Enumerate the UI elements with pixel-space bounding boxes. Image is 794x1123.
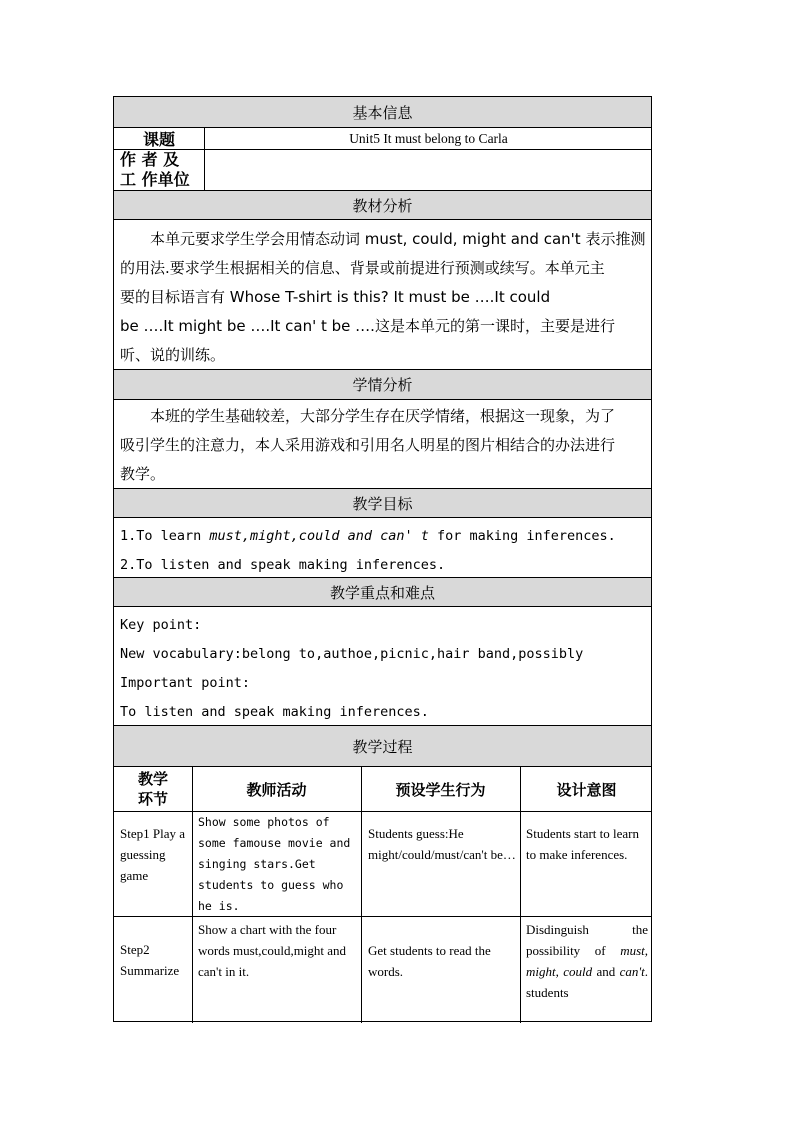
objective-1-prefix: 1.To learn bbox=[120, 528, 210, 544]
section-title-objectives: 教学目标 bbox=[352, 494, 413, 513]
header-intent bbox=[520, 767, 653, 811]
objective-2: 2.To listen and speak making inferences. bbox=[120, 557, 446, 573]
section-title-key-points: 教学重点和难点 bbox=[329, 583, 435, 602]
learner-line: 教学。 bbox=[120, 465, 166, 483]
objective-1 bbox=[120, 522, 648, 551]
lesson-plan-table bbox=[113, 96, 652, 1022]
learner-line: 本班的学生基础较差，大部分学生存在厌学情绪，根据这一现象，为了 bbox=[150, 407, 616, 425]
table-row-2-student bbox=[368, 940, 516, 1000]
row-divider bbox=[114, 811, 651, 812]
material-line: 要的目标语言有 Whose T-shirt is this? It must be ….It could bbox=[120, 288, 551, 306]
header-stage-line1: 教学 bbox=[137, 770, 168, 788]
intent-and: and bbox=[592, 964, 620, 979]
intent-modal-cant: can't bbox=[619, 964, 645, 979]
intent-text: Disdinguish the possibility of bbox=[526, 922, 648, 958]
topic-label: 课题 bbox=[142, 130, 175, 149]
section-title-material: 教材分析 bbox=[352, 196, 413, 215]
topic-value-cell bbox=[204, 128, 653, 149]
header-student bbox=[361, 767, 520, 811]
section-header-key-points bbox=[114, 578, 651, 607]
student-text: Get students to read the words. bbox=[368, 943, 491, 979]
column-divider bbox=[361, 767, 362, 1023]
key-points-text bbox=[120, 611, 648, 727]
header-stage bbox=[114, 767, 192, 811]
column-divider bbox=[520, 767, 521, 1023]
table-row-1-stage bbox=[120, 823, 188, 913]
intent-suffix: . students bbox=[526, 964, 648, 1000]
author-value-cell bbox=[204, 150, 653, 190]
material-line: 听、说的训练。 bbox=[120, 346, 226, 364]
table-row-1-teacher bbox=[198, 812, 358, 916]
stage-text: Step2 Summarize bbox=[120, 942, 180, 978]
learner-line: 吸引学生的注意力，本人采用游戏和引用名人明星的图片相结合的办法进行 bbox=[120, 436, 616, 454]
section-title-process: 教学过程 bbox=[352, 737, 413, 756]
table-row-2-stage bbox=[120, 939, 188, 999]
topic-value: Unit5 It must belong to Carla bbox=[349, 130, 508, 146]
column-divider bbox=[192, 767, 193, 1023]
section-header-learners bbox=[114, 370, 651, 400]
objectives-text bbox=[120, 522, 648, 580]
intent-text: Students start to learn to make inferences. bbox=[526, 826, 640, 862]
student-text: Students guess:He might/could/must/can't be… bbox=[368, 826, 516, 862]
objective-1-suffix: for making inferences. bbox=[428, 528, 616, 544]
section-title-learners: 学情分析 bbox=[352, 376, 413, 394]
author-label: 作 者 及 工 作单位 bbox=[120, 150, 190, 189]
table-row-2-intent bbox=[526, 919, 648, 1019]
key-point-label: Key point: bbox=[120, 617, 202, 633]
header-student-label: 预设学生行为 bbox=[395, 780, 486, 799]
teacher-text: Show some photos of some famouse movie and singing stars.Get students to guess who he is. bbox=[198, 815, 351, 913]
important-point: To listen and speak making inferences. bbox=[120, 704, 429, 720]
important-point-label: Important point: bbox=[120, 675, 251, 691]
author-label-cell bbox=[120, 150, 200, 190]
teacher-text: Show a chart with the four words must,could,might and can't in it. bbox=[198, 922, 347, 979]
header-intent-label: 设计意图 bbox=[556, 780, 617, 799]
topic-label-cell bbox=[114, 128, 204, 149]
intent-modals: must, might, could bbox=[526, 943, 648, 979]
header-teacher-label: 教师活动 bbox=[246, 780, 307, 799]
key-vocabulary: New vocabulary:belong to,authoe,picnic,hair band,possibly bbox=[120, 646, 584, 662]
material-analysis-text bbox=[120, 225, 648, 370]
column-divider bbox=[204, 128, 205, 191]
header-stage-line2: 环节 bbox=[137, 790, 168, 808]
section-header-process bbox=[114, 726, 651, 767]
objective-1-modals: must,might,could and can' t bbox=[209, 528, 429, 544]
material-line: 本单元要求学生学会用情态动词 must, could, might and can't 表示推测 bbox=[150, 230, 646, 248]
material-line: 的用法.要求学生根据相关的信息、背景或前提进行预测或续写。本单元主 bbox=[120, 259, 605, 277]
section-header-material bbox=[114, 191, 651, 220]
stage-text: Step1 Play a guessing game bbox=[120, 826, 185, 883]
table-row-1-student bbox=[368, 823, 516, 913]
row-divider bbox=[114, 916, 651, 917]
learner-analysis-text bbox=[120, 402, 648, 489]
section-header-basic-info bbox=[114, 97, 651, 128]
header-teacher bbox=[192, 767, 361, 811]
table-row-1-intent bbox=[526, 823, 648, 913]
section-title-basic-info: 基本信息 bbox=[352, 103, 413, 122]
table-row-2-teacher bbox=[198, 919, 358, 1019]
section-header-objectives bbox=[114, 489, 651, 518]
material-line: be ….It might be ….It can' t be ….这是本单元的第一课时，主要是进行 bbox=[120, 317, 615, 335]
